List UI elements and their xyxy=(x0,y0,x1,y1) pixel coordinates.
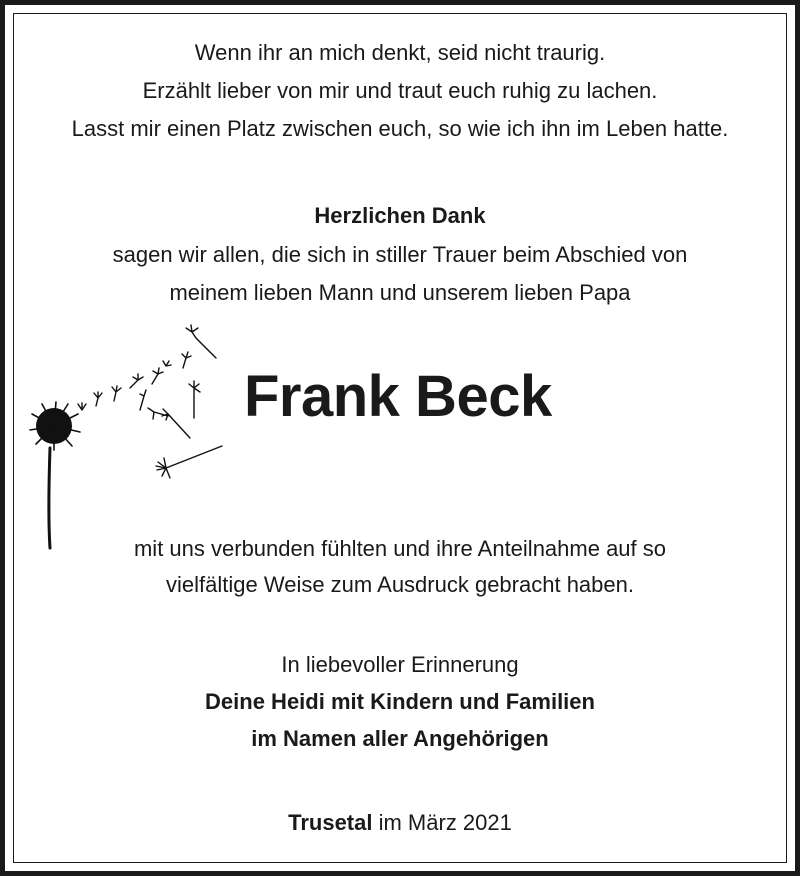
thanks-heading: Herzlichen Dank xyxy=(314,203,486,228)
poem-line-3: Lasst mir einen Platz zwischen euch, so wie ich ihn im Leben hatte. xyxy=(71,116,729,141)
footer-place: Trusetal xyxy=(288,810,373,835)
dandelion-icon xyxy=(26,318,236,558)
footer xyxy=(0,810,800,836)
poem-line-2: Erzählt lieber von mir und traut euch ruhig zu lachen. xyxy=(142,78,658,103)
deceased-name: Frank Beck xyxy=(244,364,552,429)
signature-intro: In liebevoller Erinnerung xyxy=(281,652,519,677)
closing-line-2: vielfältige Weise zum Ausdruck gebracht haben. xyxy=(166,572,634,597)
signature-line-1: Deine Heidi mit Kindern und Familien xyxy=(205,689,595,714)
poem-line-1: Wenn ihr an mich denkt, seid nicht traurig. xyxy=(194,40,606,65)
footer-date: im März 2021 xyxy=(378,810,512,835)
signature-line-2: im Namen aller Angehörigen xyxy=(251,726,549,751)
closing-line-1: mit uns verbunden fühlten und ihre Anteilnahme auf so xyxy=(133,536,667,561)
thanks-line-2: meinem lieben Mann und unserem lieben Papa xyxy=(169,280,631,305)
thanks-line-1: sagen wir allen, die sich in stiller Trauer beim Abschied von xyxy=(112,242,688,267)
